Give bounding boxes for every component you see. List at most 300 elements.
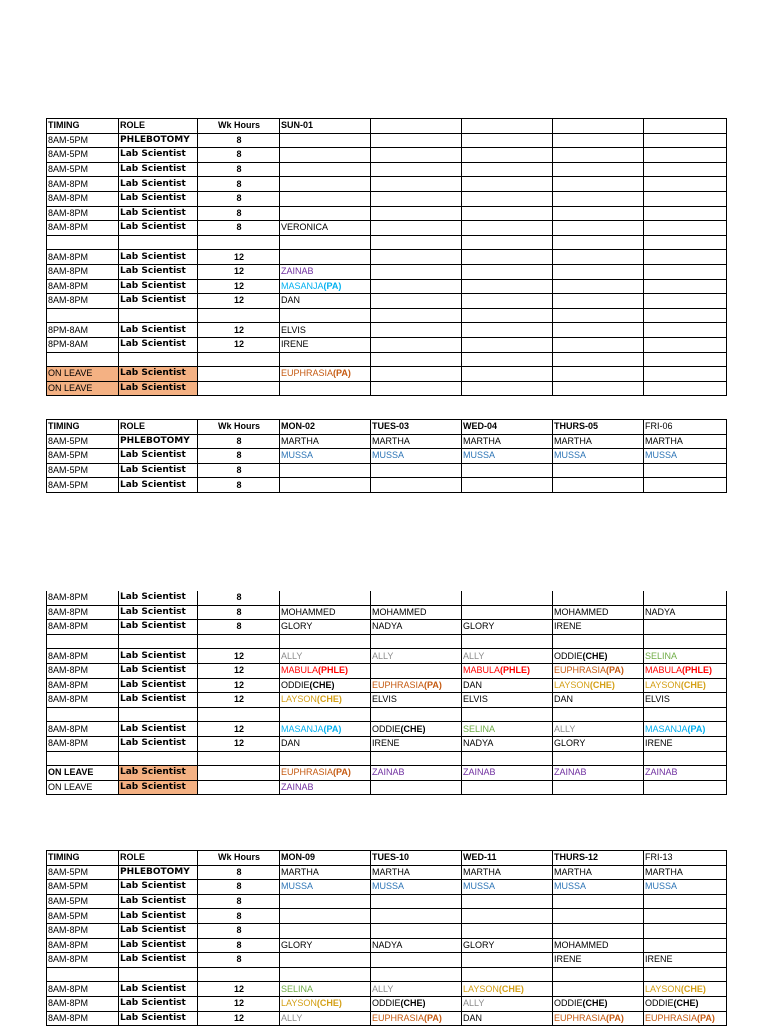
staff-cell bbox=[644, 620, 727, 635]
staff-cell bbox=[644, 766, 727, 781]
empty-cell bbox=[462, 250, 553, 265]
staff-name: DAN bbox=[554, 694, 574, 705]
timing-cell: 8AM-5PM bbox=[47, 463, 119, 478]
staff-name: MABULA bbox=[281, 665, 319, 676]
roster-body bbox=[47, 434, 727, 492]
staff-cell bbox=[462, 722, 553, 737]
empty-cell bbox=[371, 337, 462, 352]
empty-cell bbox=[462, 308, 553, 323]
dept-suffix: (PA) bbox=[424, 1012, 442, 1023]
staff-name: ODDIE bbox=[281, 679, 310, 690]
timing-cell bbox=[47, 634, 119, 649]
staff-name: MARTHA bbox=[645, 435, 683, 446]
staff-name: MARTHA bbox=[463, 435, 501, 446]
empty-cell bbox=[644, 133, 727, 148]
roster-table-week2 bbox=[46, 850, 727, 1026]
day-header-fri: FRI-06 bbox=[644, 420, 727, 435]
staff-cell bbox=[280, 235, 371, 250]
roster-row bbox=[47, 162, 727, 177]
wk-hours-cell: 12 bbox=[198, 722, 280, 737]
wk-hours-header: Wk Hours bbox=[198, 119, 280, 134]
staff-name: IRENE bbox=[645, 738, 673, 749]
staff-cell bbox=[553, 449, 644, 464]
empty-cell bbox=[553, 250, 644, 265]
staff-name: ODDIE bbox=[372, 723, 401, 734]
staff-cell bbox=[553, 722, 644, 737]
role-cell bbox=[119, 967, 198, 982]
wk-hours-cell: 12 bbox=[198, 337, 280, 352]
staff-cell bbox=[371, 894, 462, 909]
timing-cell bbox=[47, 308, 119, 323]
empty-cell bbox=[644, 279, 727, 294]
staff-cell bbox=[644, 982, 727, 997]
staff-name: MOHAMMED bbox=[372, 606, 427, 617]
staff-name: ZAINAB bbox=[372, 767, 405, 778]
staff-name: MARTHA bbox=[372, 435, 410, 446]
staff-cell bbox=[462, 766, 553, 781]
staff-name: ALLY bbox=[281, 1012, 303, 1023]
staff-cell bbox=[280, 766, 371, 781]
role-cell: Lab Scientist bbox=[119, 279, 198, 294]
staff-cell bbox=[280, 620, 371, 635]
header-row bbox=[47, 851, 727, 866]
staff-name: ALLY bbox=[372, 983, 394, 994]
wk-hours-cell: 8 bbox=[198, 953, 280, 968]
wk-hours-cell: 12 bbox=[198, 250, 280, 265]
staff-cell bbox=[644, 649, 727, 664]
staff-name: ZAINAB bbox=[281, 266, 314, 277]
header-row bbox=[47, 119, 727, 134]
wk-hours-cell: 8 bbox=[198, 463, 280, 478]
staff-cell bbox=[644, 722, 727, 737]
role-cell: Lab Scientist bbox=[119, 938, 198, 953]
empty-cell bbox=[462, 337, 553, 352]
timing-cell: 8AM-8PM bbox=[47, 649, 119, 664]
dept-suffix: (CHE) bbox=[400, 723, 426, 734]
staff-cell bbox=[371, 953, 462, 968]
wk-hours-cell: 8 bbox=[198, 620, 280, 635]
timing-cell: 8AM-8PM bbox=[47, 953, 119, 968]
empty-cell bbox=[644, 162, 727, 177]
staff-cell bbox=[371, 923, 462, 938]
staff-cell bbox=[280, 982, 371, 997]
wk-hours-cell: 12 bbox=[198, 996, 280, 1011]
staff-cell bbox=[462, 1011, 553, 1026]
staff-name: ZAINAB bbox=[281, 782, 314, 793]
staff-cell bbox=[371, 707, 462, 722]
staff-cell bbox=[644, 909, 727, 924]
staff-cell bbox=[644, 605, 727, 620]
spacer-row bbox=[47, 751, 727, 766]
staff-name: MARTHA bbox=[554, 435, 592, 446]
empty-cell bbox=[371, 119, 462, 134]
staff-cell bbox=[644, 463, 727, 478]
dept-suffix: (PHLE) bbox=[500, 665, 531, 676]
staff-cell bbox=[462, 894, 553, 909]
timing-cell: 8AM-8PM bbox=[47, 206, 119, 221]
staff-cell bbox=[280, 449, 371, 464]
staff-name: ODDIE bbox=[372, 998, 401, 1009]
staff-name: SELINA bbox=[645, 650, 678, 661]
wk-hours-cell: 8 bbox=[198, 191, 280, 206]
timing-cell: 8AM-8PM bbox=[47, 923, 119, 938]
role-cell: Lab Scientist bbox=[119, 463, 198, 478]
staff-name: GLORY bbox=[463, 621, 495, 632]
staff-name: MUSSA bbox=[463, 450, 496, 461]
staff-name: IRENE bbox=[554, 954, 582, 965]
staff-cell bbox=[462, 909, 553, 924]
role-cell: Lab Scientist bbox=[119, 678, 198, 693]
staff-name: EUPHRASIA bbox=[645, 1012, 698, 1023]
roster-table-week1 bbox=[46, 419, 727, 493]
staff-cell bbox=[371, 478, 462, 493]
empty-cell bbox=[371, 308, 462, 323]
staff-cell bbox=[553, 894, 644, 909]
roster-row bbox=[47, 250, 727, 265]
staff-cell bbox=[553, 766, 644, 781]
timing-cell: 8AM-8PM bbox=[47, 663, 119, 678]
staff-name: EUPHRASIA bbox=[281, 368, 334, 379]
roster-row bbox=[47, 780, 727, 795]
staff-cell bbox=[462, 736, 553, 751]
staff-cell bbox=[553, 649, 644, 664]
dept-suffix: (CHE) bbox=[680, 983, 706, 994]
staff-cell bbox=[371, 751, 462, 766]
role-cell: Lab Scientist bbox=[119, 894, 198, 909]
staff-name: MUSSA bbox=[463, 881, 496, 892]
staff-cell bbox=[371, 780, 462, 795]
staff-name: IRENE bbox=[554, 621, 582, 632]
staff-cell bbox=[280, 1011, 371, 1026]
staff-name: ALLY bbox=[463, 650, 485, 661]
roster-row bbox=[47, 996, 727, 1011]
roster-row bbox=[47, 264, 727, 279]
spacer-row bbox=[47, 967, 727, 982]
staff-cell bbox=[371, 591, 462, 605]
timing-cell: 8AM-5PM bbox=[47, 434, 119, 449]
roster-row bbox=[47, 865, 727, 880]
staff-name: MARTHA bbox=[463, 866, 501, 877]
dept-suffix: (PA) bbox=[323, 723, 342, 734]
wk-hours-cell bbox=[198, 751, 280, 766]
staff-cell bbox=[462, 707, 553, 722]
staff-name: DAN bbox=[463, 1012, 483, 1023]
role-cell: Lab Scientist bbox=[119, 337, 198, 352]
staff-name: DAN bbox=[463, 679, 483, 690]
empty-cell bbox=[553, 162, 644, 177]
empty-cell bbox=[553, 191, 644, 206]
day-header-mon: MON-09 bbox=[280, 851, 371, 866]
empty-cell bbox=[553, 279, 644, 294]
staff-name: NADYA bbox=[645, 606, 676, 617]
day-header-mon: MON-02 bbox=[280, 420, 371, 435]
timing-cell: 8AM-5PM bbox=[47, 880, 119, 895]
staff-cell bbox=[280, 591, 371, 605]
roster-row bbox=[47, 463, 727, 478]
role-cell: Lab Scientist bbox=[119, 605, 198, 620]
roster-row bbox=[47, 693, 727, 708]
dept-suffix: (CHE) bbox=[309, 679, 335, 690]
staff-cell bbox=[280, 953, 371, 968]
wk-hours-cell: 12 bbox=[198, 663, 280, 678]
staff-cell bbox=[280, 133, 371, 148]
roster-body bbox=[47, 865, 727, 1026]
empty-cell bbox=[371, 177, 462, 192]
dept-suffix: (CHE) bbox=[582, 650, 608, 661]
role-cell: Lab Scientist bbox=[119, 982, 198, 997]
wk-hours-cell: 8 bbox=[198, 591, 280, 605]
staff-name: ELVIS bbox=[281, 324, 306, 335]
role-cell: Lab Scientist bbox=[119, 620, 198, 635]
empty-cell bbox=[371, 264, 462, 279]
roster-row bbox=[47, 177, 727, 192]
staff-cell bbox=[280, 649, 371, 664]
empty-cell bbox=[371, 294, 462, 309]
wk-hours-cell: 12 bbox=[198, 1011, 280, 1026]
staff-name: ALLY bbox=[372, 650, 394, 661]
empty-cell bbox=[644, 235, 727, 250]
staff-cell bbox=[371, 722, 462, 737]
staff-cell bbox=[553, 736, 644, 751]
staff-cell bbox=[644, 1011, 727, 1026]
day-header-fri: FRI-13 bbox=[644, 851, 727, 866]
wk-hours-cell: 12 bbox=[198, 678, 280, 693]
staff-name: ELVIS bbox=[645, 694, 670, 705]
staff-cell bbox=[371, 649, 462, 664]
staff-cell bbox=[553, 996, 644, 1011]
staff-name: ODDIE bbox=[554, 650, 583, 661]
wk-hours-cell: 12 bbox=[198, 294, 280, 309]
spacer-row bbox=[47, 707, 727, 722]
roster-row bbox=[47, 148, 727, 163]
timing-cell: 8AM-8PM bbox=[47, 591, 119, 605]
spacer-row bbox=[47, 235, 727, 250]
staff-cell bbox=[644, 678, 727, 693]
roster-row bbox=[47, 938, 727, 953]
timing-cell: 8AM-8PM bbox=[47, 722, 119, 737]
role-cell bbox=[119, 707, 198, 722]
wk-hours-cell bbox=[198, 967, 280, 982]
roster-body bbox=[47, 591, 727, 795]
wk-hours-cell: 8 bbox=[198, 909, 280, 924]
staff-cell bbox=[644, 938, 727, 953]
staff-name: MOHAMMED bbox=[554, 606, 609, 617]
staff-cell bbox=[553, 663, 644, 678]
day-header: SUN-01 bbox=[280, 119, 371, 134]
staff-cell bbox=[553, 707, 644, 722]
staff-cell bbox=[280, 463, 371, 478]
empty-cell bbox=[644, 148, 727, 163]
staff-cell bbox=[280, 381, 371, 396]
empty-cell bbox=[553, 264, 644, 279]
staff-cell bbox=[280, 294, 371, 309]
staff-cell bbox=[280, 865, 371, 880]
timing-cell: 8AM-8PM bbox=[47, 678, 119, 693]
timing-cell: 8AM-8PM bbox=[47, 294, 119, 309]
wk-hours-cell: 8 bbox=[198, 478, 280, 493]
role-cell: Lab Scientist bbox=[119, 663, 198, 678]
timing-cell: 8AM-5PM bbox=[47, 133, 119, 148]
role-cell: Lab Scientist bbox=[119, 1011, 198, 1026]
staff-name: GLORY bbox=[554, 738, 586, 749]
dept-suffix: (PA) bbox=[333, 368, 351, 379]
wk-hours-cell: 8 bbox=[198, 880, 280, 895]
staff-cell bbox=[644, 953, 727, 968]
role-cell: Lab Scientist bbox=[119, 880, 198, 895]
empty-cell bbox=[371, 162, 462, 177]
timing-cell: 8AM-8PM bbox=[47, 279, 119, 294]
empty-cell bbox=[553, 221, 644, 236]
wk-hours-cell: 12 bbox=[198, 982, 280, 997]
staff-cell bbox=[644, 894, 727, 909]
staff-name: MUSSA bbox=[645, 450, 678, 461]
staff-cell bbox=[644, 693, 727, 708]
staff-name: ZAINAB bbox=[554, 767, 587, 778]
timing-cell: 8AM-5PM bbox=[47, 865, 119, 880]
empty-cell bbox=[553, 337, 644, 352]
staff-cell bbox=[280, 722, 371, 737]
role-cell: Lab Scientist bbox=[119, 162, 198, 177]
staff-name: SELINA bbox=[463, 723, 496, 734]
timing-cell: ON LEAVE bbox=[47, 367, 119, 382]
timing-cell bbox=[47, 707, 119, 722]
staff-cell bbox=[371, 967, 462, 982]
wk-hours-cell: 8 bbox=[198, 605, 280, 620]
roster-row bbox=[47, 337, 727, 352]
role-cell: Lab Scientist bbox=[119, 191, 198, 206]
empty-cell bbox=[462, 381, 553, 396]
staff-name: MARTHA bbox=[281, 866, 319, 877]
staff-cell bbox=[644, 751, 727, 766]
roster-row bbox=[47, 605, 727, 620]
staff-cell bbox=[280, 264, 371, 279]
roster-row bbox=[47, 766, 727, 781]
staff-cell bbox=[371, 463, 462, 478]
timing-cell: 8AM-8PM bbox=[47, 264, 119, 279]
empty-cell bbox=[462, 119, 553, 134]
staff-cell bbox=[462, 478, 553, 493]
dept-suffix: (PA) bbox=[606, 1012, 624, 1023]
staff-name: LAYSON bbox=[463, 983, 499, 994]
dept-suffix: (PHLE) bbox=[682, 665, 713, 676]
staff-cell bbox=[553, 909, 644, 924]
staff-name: MUSSA bbox=[372, 450, 405, 461]
staff-name: MUSSA bbox=[281, 450, 314, 461]
timing-cell bbox=[47, 967, 119, 982]
role-cell: Lab Scientist bbox=[119, 264, 198, 279]
wk-hours-cell bbox=[198, 634, 280, 649]
staff-cell bbox=[462, 693, 553, 708]
dept-suffix: (CHE) bbox=[589, 679, 615, 690]
timing-cell: 8AM-8PM bbox=[47, 177, 119, 192]
staff-cell bbox=[553, 693, 644, 708]
role-cell: PHLEBOTOMY bbox=[119, 434, 198, 449]
staff-cell bbox=[371, 434, 462, 449]
staff-cell bbox=[371, 938, 462, 953]
empty-cell bbox=[553, 381, 644, 396]
staff-cell bbox=[280, 308, 371, 323]
staff-cell bbox=[553, 880, 644, 895]
staff-cell bbox=[553, 605, 644, 620]
empty-cell bbox=[371, 235, 462, 250]
timing-cell bbox=[47, 235, 119, 250]
empty-cell bbox=[462, 264, 553, 279]
staff-cell bbox=[644, 996, 727, 1011]
role-cell: Lab Scientist bbox=[119, 736, 198, 751]
staff-cell bbox=[553, 751, 644, 766]
staff-cell bbox=[280, 605, 371, 620]
wk-hours-cell: 12 bbox=[198, 693, 280, 708]
roster-row bbox=[47, 894, 727, 909]
staff-cell bbox=[644, 780, 727, 795]
timing-header: TIMING bbox=[47, 851, 119, 866]
empty-cell bbox=[462, 177, 553, 192]
role-cell: Lab Scientist bbox=[119, 693, 198, 708]
staff-cell bbox=[280, 191, 371, 206]
roster-row bbox=[47, 678, 727, 693]
wk-hours-cell: 12 bbox=[198, 279, 280, 294]
staff-cell bbox=[462, 967, 553, 982]
staff-name: MASANJA bbox=[281, 723, 324, 734]
roster-row bbox=[47, 1011, 727, 1026]
empty-cell bbox=[553, 294, 644, 309]
roster-table-week1-cont bbox=[46, 591, 727, 795]
staff-cell bbox=[371, 678, 462, 693]
staff-cell bbox=[280, 177, 371, 192]
roster-row bbox=[47, 323, 727, 338]
staff-name: MUSSA bbox=[281, 881, 314, 892]
staff-name: NADYA bbox=[372, 939, 403, 950]
staff-cell bbox=[644, 634, 727, 649]
staff-name: EUPHRASIA bbox=[554, 1012, 607, 1023]
empty-cell bbox=[644, 191, 727, 206]
staff-cell bbox=[462, 434, 553, 449]
roster-row bbox=[47, 279, 727, 294]
empty-cell bbox=[644, 250, 727, 265]
dept-suffix: (PA) bbox=[424, 679, 442, 690]
staff-cell bbox=[280, 780, 371, 795]
staff-cell bbox=[553, 938, 644, 953]
day-header-wed: WED-04 bbox=[462, 420, 553, 435]
staff-name: IRENE bbox=[645, 954, 673, 965]
empty-cell bbox=[371, 367, 462, 382]
staff-cell bbox=[371, 605, 462, 620]
timing-cell: ON LEAVE bbox=[47, 381, 119, 396]
roster-table-sun bbox=[46, 118, 727, 396]
staff-cell bbox=[553, 967, 644, 982]
empty-cell bbox=[644, 294, 727, 309]
staff-cell bbox=[462, 923, 553, 938]
staff-name: NADYA bbox=[372, 621, 403, 632]
staff-name: MABULA bbox=[645, 665, 683, 676]
staff-cell bbox=[553, 620, 644, 635]
staff-name: ODDIE bbox=[645, 998, 674, 1009]
staff-cell bbox=[553, 678, 644, 693]
wk-hours-cell: 8 bbox=[198, 434, 280, 449]
staff-cell bbox=[553, 982, 644, 997]
staff-name: MASANJA bbox=[645, 723, 688, 734]
timing-header: TIMING bbox=[47, 420, 119, 435]
staff-name: MUSSA bbox=[372, 881, 405, 892]
wk-hours-cell: 8 bbox=[198, 133, 280, 148]
timing-cell: 8AM-8PM bbox=[47, 250, 119, 265]
role-header: ROLE bbox=[119, 119, 198, 134]
timing-cell: 8AM-8PM bbox=[47, 736, 119, 751]
wk-hours-cell bbox=[198, 707, 280, 722]
timing-cell bbox=[47, 352, 119, 367]
wk-hours-cell: 12 bbox=[198, 323, 280, 338]
empty-cell bbox=[371, 279, 462, 294]
